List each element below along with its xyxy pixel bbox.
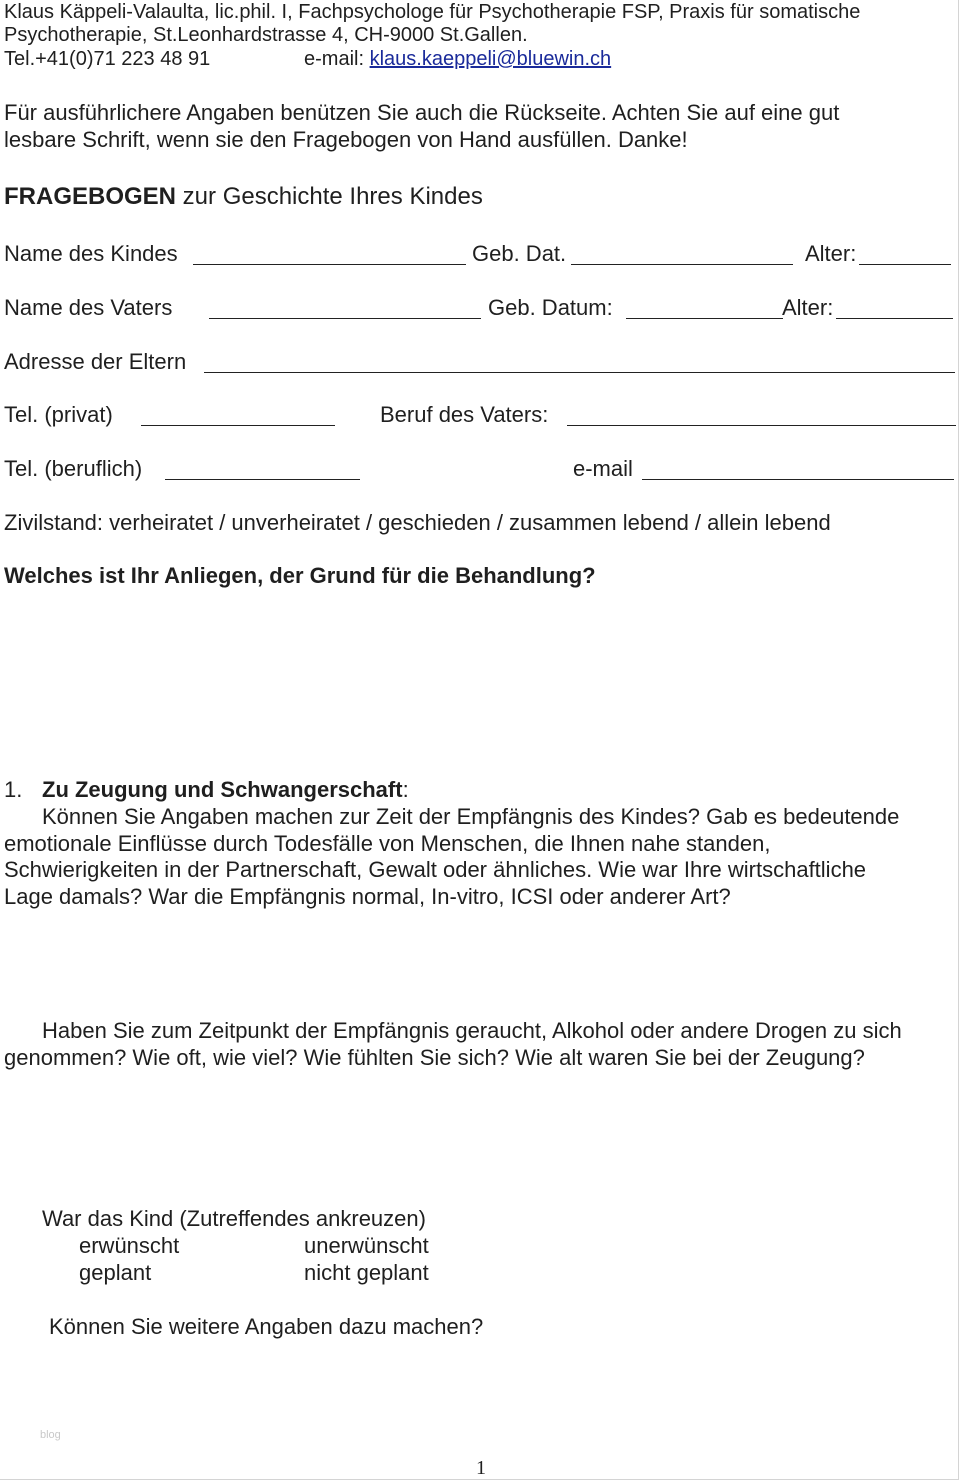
section-1-p2-line-2: genommen? Wie oft, wie viel? Wie fühlten Sie sich? Wie alt waren Sie bei der Zeugung? bbox=[4, 1045, 865, 1070]
header-email-row bbox=[304, 47, 611, 71]
weitere-angaben-question: Können Sie weitere Angaben dazu machen? bbox=[49, 1314, 484, 1339]
field-geb-datum[interactable] bbox=[626, 318, 783, 319]
option-geplant[interactable]: geplant bbox=[79, 1260, 152, 1285]
intro-line-1: Für ausführlichere Angaben benützen Sie auch die Rückseite. Achten Sie auf eine gut bbox=[4, 100, 840, 125]
page-number: 1 bbox=[476, 1457, 486, 1479]
label-adresse: Adresse der Eltern bbox=[4, 349, 187, 374]
section-1-p1-line-2: emotionale Einflüsse durch Todesfälle von Menschen, die Ihnen nahe standen, bbox=[4, 831, 771, 856]
section-1-number: 1. bbox=[4, 777, 23, 802]
field-geb-dat[interactable] bbox=[571, 264, 793, 265]
label-email: e-mail bbox=[573, 456, 633, 481]
label-alter-vater: Alter: bbox=[782, 295, 834, 320]
field-adresse[interactable] bbox=[204, 372, 955, 373]
question-anliegen: Welches ist Ihr Anliegen, der Grund für die Behandlung? bbox=[4, 563, 596, 588]
header-email-label: e-mail: bbox=[304, 48, 370, 70]
label-beruf-vater: Beruf des Vaters: bbox=[380, 402, 549, 427]
section-1-p1-line-1: Können Sie Angaben machen zur Zeit der Empfängnis des Kindes? Gab es bedeutende bbox=[42, 804, 900, 829]
label-tel-beruflich: Tel. (beruflich) bbox=[4, 456, 143, 481]
intro-line-2: lesbare Schrift, wenn sie den Fragebogen von Hand ausfüllen. Danke! bbox=[4, 127, 688, 152]
field-name-vater[interactable] bbox=[209, 318, 481, 319]
field-email[interactable] bbox=[642, 479, 954, 480]
field-tel-beruflich[interactable] bbox=[165, 479, 360, 480]
section-1-p1-line-4: Lage damals? War die Empfängnis normal, In-vitro, ICSI oder anderer Art? bbox=[4, 884, 731, 909]
header-line-2: Psychotherapie, St.Leonhardstrasse 4, CH-9000 St.Gallen. bbox=[4, 24, 528, 46]
label-geb-dat: Geb. Dat. bbox=[472, 241, 567, 266]
option-unerwuenscht[interactable]: unerwünscht bbox=[304, 1233, 429, 1258]
field-alter-kind[interactable] bbox=[859, 264, 951, 265]
label-name-kind: Name des Kindes bbox=[4, 241, 178, 266]
section-1-heading-text: Zu Zeugung und Schwangerschaft bbox=[42, 777, 403, 802]
label-name-vater: Name des Vaters bbox=[4, 295, 173, 320]
email-link[interactable]: klaus.kaeppeli@bluewin.ch bbox=[369, 48, 612, 70]
label-alter-kind: Alter: bbox=[805, 241, 857, 266]
section-1-heading bbox=[42, 777, 409, 804]
kind-question: War das Kind (Zutreffendes ankreuzen) bbox=[42, 1206, 426, 1231]
option-erwuenscht[interactable]: erwünscht bbox=[79, 1233, 180, 1258]
label-tel-privat: Tel. (privat) bbox=[4, 402, 113, 427]
option-nicht-geplant[interactable]: nicht geplant bbox=[304, 1260, 429, 1285]
header-phone: Tel.+41(0)71 223 48 91 bbox=[4, 48, 211, 70]
header-line-1: Klaus Käppeli-Valaulta, lic.phil. I, Fachpsychologe für Psychotherapie FSP, Praxis für somatische bbox=[4, 1, 861, 23]
field-beruf-vater[interactable] bbox=[567, 425, 956, 426]
section-1-p1-line-3: Schwierigkeiten in der Partnerschaft, Gewalt oder ähnliches. Wie war Ihre wirtschaftliche bbox=[4, 857, 867, 882]
title-bold: FRAGEBOGEN bbox=[4, 183, 177, 210]
label-geb-datum: Geb. Datum: bbox=[488, 295, 613, 320]
document-title bbox=[4, 183, 483, 211]
section-1-heading-colon: : bbox=[402, 777, 409, 802]
title-rest: zur Geschichte Ihres Kindes bbox=[176, 183, 483, 210]
watermark-text: blog bbox=[40, 1429, 61, 1441]
field-tel-privat[interactable] bbox=[141, 425, 335, 426]
section-1-p2-line-1: Haben Sie zum Zeitpunkt der Empfängnis geraucht, Alkohol oder andere Drogen zu sich bbox=[42, 1018, 902, 1043]
field-name-kind[interactable] bbox=[193, 264, 466, 265]
field-alter-vater[interactable] bbox=[836, 318, 953, 319]
zivilstand-options: Zivilstand: verheiratet / unverheiratet / geschieden / zusammen lebend / allein lebend bbox=[4, 510, 831, 535]
